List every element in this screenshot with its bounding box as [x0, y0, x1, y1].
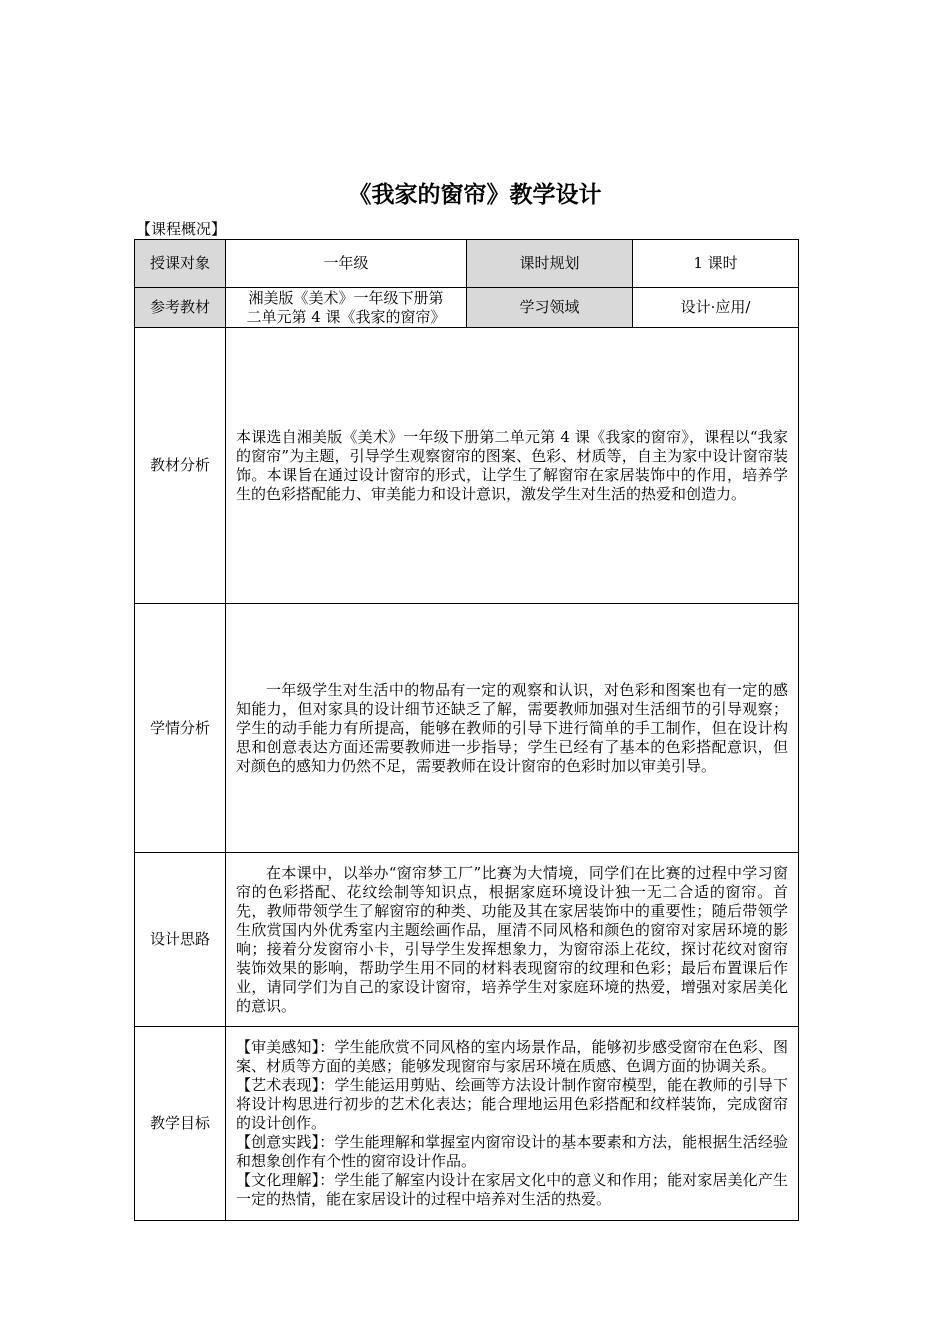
goal-artistic: 【艺术表现】：学生能运用剪贴、绘画等方法设计制作窗帘模型，能在教师的引导下将设计构思进行初步的艺术化表达；能合理地运用色彩搭配和纹样装饰，完成窗帘的设计创作。 [236, 1076, 788, 1132]
table-row [135, 1027, 799, 1221]
design-idea-paragraph: 在本课中，以举办“窗帘梦工厂”比赛为大情境，同学们在比赛的过程中学习窗帘的色彩搭配、花纹绘制等知识点，根据家庭环境设计独一无二合适的窗帘。首先，教师带领学生了解窗帘的种类、功能及其在家居装饰中的重要性；随后带领学生欣赏国内外优秀室内主题绘画作品，厘清不同风格和颜色的窗帘对家居环境的影响；接着分发窗帘小卡，引导学生发挥想象力，为窗帘添上花纹，探讨花纹对窗帘装饰效果的影响，帮助学生用不同的材料表现窗帘的纹理和色彩；最后布置课后作业，请同学们为自己的家设计窗帘，培养学生对家庭环境的热爱，增强对家居美化的意识。 [236, 863, 788, 1015]
page-title: 《我家的窗帘》教学设计 [348, 182, 602, 208]
goal-creative: 【创意实践】：学生能理解和掌握室内窗帘设计的基本要素和方法，能根据生活经验和想象创作有个性的窗帘设计作品。 [236, 1133, 788, 1170]
label-student-analysis: 学情分析 [135, 604, 226, 853]
label-design-idea: 设计思路 [135, 853, 226, 1027]
material-analysis-paragraph: 本课选自湘美版《美术》一年级下册第二单元第 4 课《我家的窗帘》，课程以“我家的窗帘”为主题，引导学生观察窗帘的图案、色彩、材质等，自主为家中设计窗帘装饰。本课旨在通过设计窗帘的形式，让学生了解窗帘在家居装饰中的作用，培养学生的色彩搭配能力、审美能力和设计意识，激发学生对生活的热爱和创造力。 [236, 427, 788, 503]
goal-aesthetic: 【审美感知】：学生能欣赏不同风格的室内场景作品，能够初步感受窗帘在色彩、图案、材质等方面的美感；能够发现窗帘与家居环境在质感、色调方面的协调关系。 [236, 1038, 788, 1075]
table-row [135, 328, 799, 604]
textbook-line-1: 湘美版《美术》一年级下册第 [248, 288, 444, 307]
label-audience: 授课对象 [135, 240, 226, 288]
value-audience: 一年级 [226, 240, 467, 288]
value-textbook [226, 288, 467, 328]
label-periods: 课时规划 [467, 240, 633, 288]
value-domain: 设计·应用/ [633, 288, 799, 328]
table-row [135, 853, 799, 1027]
teaching-goals-text [226, 1027, 799, 1221]
label-material-analysis: 教材分析 [135, 328, 226, 604]
material-analysis-text [226, 328, 799, 604]
label-domain: 学习领域 [467, 288, 633, 328]
design-idea-text [226, 853, 799, 1027]
lesson-plan-table [134, 239, 799, 1221]
label-textbook: 参考教材 [135, 288, 226, 328]
table-row [135, 288, 799, 328]
table-row [135, 240, 799, 288]
student-analysis-paragraph: 一年级学生对生活中的物品有一定的观察和认识，对色彩和图案也有一定的感知能力，但对家具的设计细节还缺乏了解，需要教师加强对生活细节的引导观察；学生的动手能力有所提高，能够在教师的引导下进行简单的手工制作，但在设计构思和创意表达方面还需要教师进一步指导；学生已经有了基本的色彩搭配意识，但对颜色的感知力仍然不足，需要教师在设计窗帘的色彩时加以审美引导。 [236, 680, 788, 775]
goal-cultural: 【文化理解】：学生能了解室内设计在家居文化中的意义和作用；能对家居美化产生一定的热情，能在家居设计的过程中培养对生活的热爱。 [236, 1171, 788, 1208]
value-periods: 1 课时 [633, 240, 799, 288]
label-teaching-goals: 教学目标 [135, 1027, 226, 1221]
student-analysis-text [226, 604, 799, 853]
section-label: 【课程概况】 [136, 220, 227, 238]
table-row [135, 604, 799, 853]
textbook-line-2: 二单元第 4 课《我家的窗帘》 [246, 307, 446, 326]
